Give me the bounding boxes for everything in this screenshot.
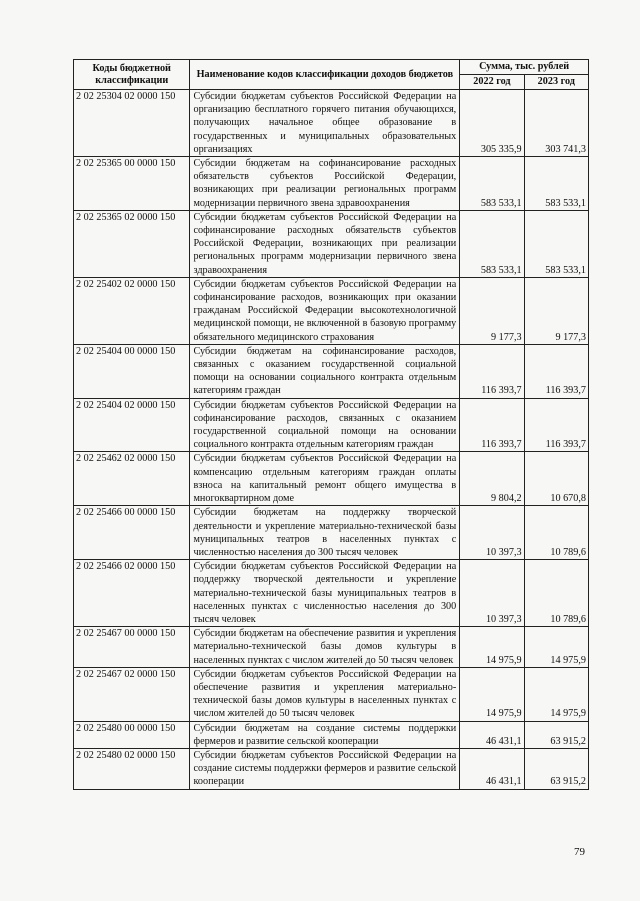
table-row	[74, 344, 589, 398]
row-code: 2 02 25462 02 0000 150	[74, 452, 190, 506]
row-value-2023: 9 177,3	[524, 277, 588, 344]
row-code: 2 02 25466 00 0000 150	[74, 506, 190, 560]
row-name: Субсидии бюджетам на софинансирование расходных обязательств субъектов Российской Федерации, возникающих при реализации региональных программ модернизации первичного звена здравоохранения	[190, 157, 460, 211]
row-value-2023: 10 789,6	[524, 560, 588, 627]
table-row	[74, 277, 589, 344]
row-value-2022: 9 804,2	[460, 452, 524, 506]
row-value-2023: 14 975,9	[524, 627, 588, 668]
row-code: 2 02 25466 02 0000 150	[74, 560, 190, 627]
row-value-2023: 583 533,1	[524, 210, 588, 277]
budget-table	[73, 59, 589, 790]
row-value-2023: 10 670,8	[524, 452, 588, 506]
header-year-2022: 2022 год	[460, 75, 524, 90]
table-row	[74, 560, 589, 627]
row-name: Субсидии бюджетам на поддержку творческой деятельности и укрепление материально-технической базы муниципальных театров в населенных пунктах с численностью населения до 300 тысяч человек	[190, 506, 460, 560]
row-name: Субсидии бюджетам субъектов Российской Федерации на софинансирование расходных обязательств субъектов Российской Федерации, возникающих при реализации региональных программ модернизации первичного звена здравоохранения	[190, 210, 460, 277]
row-code: 2 02 25404 00 0000 150	[74, 344, 190, 398]
row-code: 2 02 25467 02 0000 150	[74, 667, 190, 721]
row-value-2023: 583 533,1	[524, 157, 588, 211]
header-codes: Коды бюджетной классификации	[74, 60, 190, 90]
row-name: Субсидии бюджетам на обеспечение развития и укрепления материально-технической базы домов культуры в населенных пунктах с числом жителей до 50 тысяч человек	[190, 627, 460, 668]
row-value-2022: 116 393,7	[460, 398, 524, 452]
header-sum: Сумма, тыс. рублей	[460, 60, 589, 75]
row-value-2023: 116 393,7	[524, 344, 588, 398]
row-name: Субсидии бюджетам на создание системы поддержки фермеров и развитие сельской кооперации	[190, 721, 460, 748]
row-name: Субсидии бюджетам субъектов Российской Федерации на обеспечение развития и укрепления материально-технической базы домов культуры в населенных пунктах с числом жителей до 50 тысяч человек	[190, 667, 460, 721]
table-row	[74, 398, 589, 452]
table-row	[74, 627, 589, 668]
row-code: 2 02 25402 02 0000 150	[74, 277, 190, 344]
row-name: Субсидии бюджетам субъектов Российской Федерации на компенсацию отдельным категориям граждан оплаты взноса на капитальный ремонт общего имущества в многоквартирном доме	[190, 452, 460, 506]
row-code: 2 02 25304 02 0000 150	[74, 90, 190, 157]
table-row	[74, 210, 589, 277]
row-name: Субсидии бюджетам субъектов Российской Федерации на поддержку творческой деятельности и укрепление материально-технической базы муниципальных театров в населенных пунктах с численностью населения до 300 тысяч человек	[190, 560, 460, 627]
row-value-2023: 116 393,7	[524, 398, 588, 452]
table-row	[74, 506, 589, 560]
row-code: 2 02 25480 00 0000 150	[74, 721, 190, 748]
table-row	[74, 667, 589, 721]
row-value-2022: 14 975,9	[460, 667, 524, 721]
row-value-2023: 10 789,6	[524, 506, 588, 560]
row-code: 2 02 25467 00 0000 150	[74, 627, 190, 668]
row-value-2022: 46 431,1	[460, 721, 524, 748]
table-row	[74, 90, 589, 157]
table-row	[74, 748, 589, 789]
row-value-2022: 583 533,1	[460, 210, 524, 277]
header-year-2023: 2023 год	[524, 75, 588, 90]
row-value-2022: 10 397,3	[460, 560, 524, 627]
row-value-2023: 63 915,2	[524, 721, 588, 748]
table-row	[74, 721, 589, 748]
row-value-2023: 14 975,9	[524, 667, 588, 721]
table-row	[74, 452, 589, 506]
row-value-2022: 583 533,1	[460, 157, 524, 211]
row-value-2022: 10 397,3	[460, 506, 524, 560]
row-value-2022: 116 393,7	[460, 344, 524, 398]
row-value-2023: 303 741,3	[524, 90, 588, 157]
row-value-2022: 14 975,9	[460, 627, 524, 668]
row-value-2022: 9 177,3	[460, 277, 524, 344]
row-code: 2 02 25365 00 0000 150	[74, 157, 190, 211]
page-number: 79	[574, 846, 585, 858]
row-value-2023: 63 915,2	[524, 748, 588, 789]
row-value-2022: 305 335,9	[460, 90, 524, 157]
row-code: 2 02 25365 02 0000 150	[74, 210, 190, 277]
row-code: 2 02 25480 02 0000 150	[74, 748, 190, 789]
row-name: Субсидии бюджетам на софинансирование расходов, связанных с оказанием государственной социальной помощи на основании социального контракта отдельным категориям граждан	[190, 344, 460, 398]
table-row	[74, 157, 589, 211]
row-name: Субсидии бюджетам субъектов Российской Федерации на создание системы поддержки фермеров и развитие сельской кооперации	[190, 748, 460, 789]
row-name: Субсидии бюджетам субъектов Российской Федерации на софинансирование расходов, связанных с оказанием государственной социальной помощи на основании социального контракта отдельным категориям граждан	[190, 398, 460, 452]
row-name: Субсидии бюджетам субъектов Российской Федерации на организацию бесплатного горячего питания обучающихся, получающих начальное общее образование в государственных и муниципальных образовательных организациях	[190, 90, 460, 157]
row-code: 2 02 25404 02 0000 150	[74, 398, 190, 452]
header-name: Наименование кодов классификации доходов бюджетов	[190, 60, 460, 90]
row-value-2022: 46 431,1	[460, 748, 524, 789]
row-name: Субсидии бюджетам субъектов Российской Федерации на софинансирование расходов, возникающих при оказании гражданам Российской Федерации высокотехнологичной медицинской помощи, не включенной в базовую программу обязательного медицинского страхования	[190, 277, 460, 344]
